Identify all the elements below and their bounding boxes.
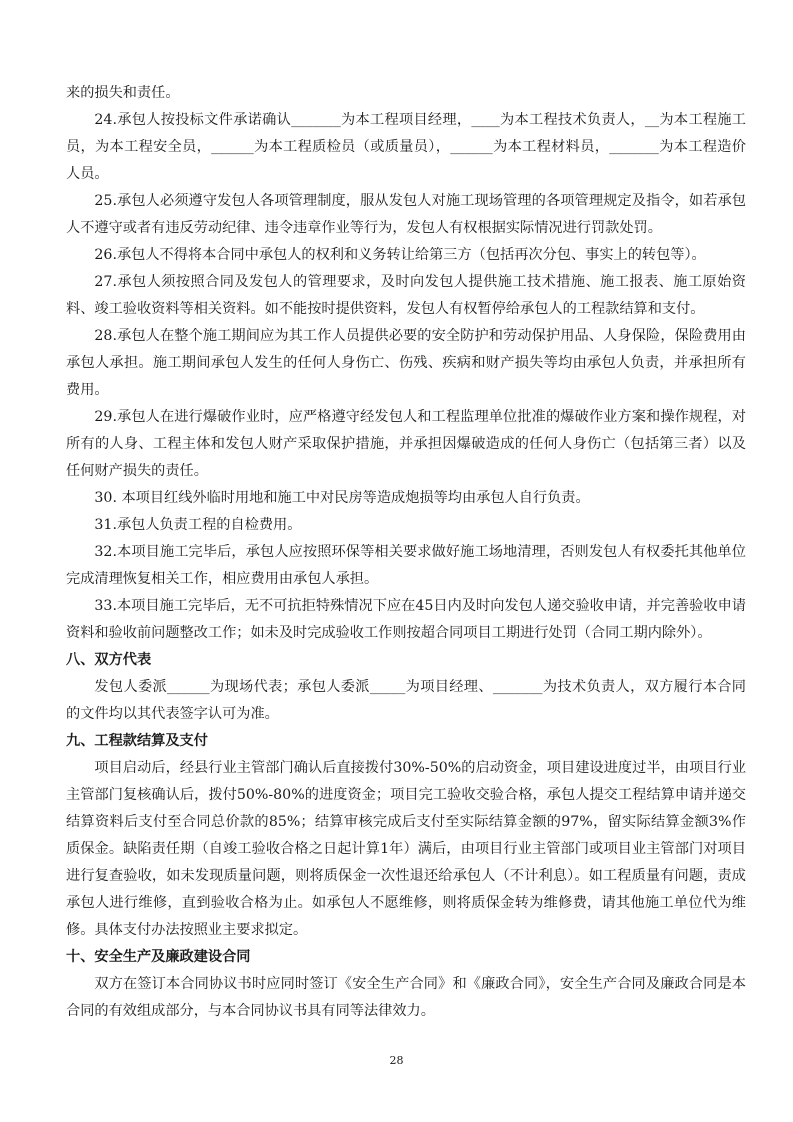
representatives-paragraph: 发包人委派______为现场代表；承包人委派_____为项目经理、_______为技术负责人，双方履行本合同的文件均以其代表签字认可为准。 [66, 679, 746, 722]
paragraph-continuation: 来的损失和责任。 [66, 85, 180, 101]
clause-25: 25.承包人必须遵守发包人各项管理制度，服从发包人对施工现场管理的各项管理规定及指令，如若承包人不遵守或者有违反劳动纪律、违令违章作业等行为，发包人有权根据实际情况进行罚款处罚。 [66, 193, 746, 236]
clause-29: 29.承包人在进行爆破作业时，应严格遵守经发包人和工程监理单位批准的爆破作业方案和操作规程，对所有的人身、工程主体和发包人财产采取保护措施，并承担因爆破造成的任何人身伤亡（包括第三者）以及任何财产损失的责任。 [66, 409, 746, 479]
clause-30: 30. 本项目红线外临时用地和施工中对民房等造成炮损等均由承包人自行负责。 [94, 490, 590, 506]
page-number: 28 [389, 1054, 404, 1067]
clause-26: 26.承包人不得将本合同中承包人的权利和义务转让给第三方（包括再次分包、事实上的转包等）。 [94, 247, 706, 263]
clause-24: 24.承包人按投标文件承诺确认_______为本工程项目经理，____为本工程技术负责人，__为本工程施工员，为本工程安全员，______为本工程质检员（或质量员），______为本工程材料员，_______为本工程造价人员。 [66, 112, 746, 182]
clause-32: 32.本项目施工完毕后，承包人应按照环保等相关要求做好施工场地清理，否则发包人有权委托其他单位完成清理恢复相关工作，相应费用由承包人承担。 [66, 544, 746, 587]
section-heading-representatives: 八、双方代表 [66, 652, 152, 668]
document-body [66, 80, 746, 1025]
payment-paragraph: 项目启动后，经县行业主管部门确认后直接拨付30%-50%的启动资金，项目建设进度过半，由项目行业主管部门复核确认后，拨付50%-80%的进度资金；项目完工验收交验合格，承包人提交工程结算申请并递交结算资料后支付至合同总价款的85%；结算审核完成后支付至实际结算金额的97%，留实际结算金额3%作质保金。缺陷责任期（自竣工验收合格之日起计算1年）满后，由项目行业主管部门或项目业主管部门对项目进行复查验收，如未发现质量问题，则将质保金一次性退还给承包人（不计利息）。如工程质量有问题，责成承包人进行维修，直到验收合格为止。如承包人不愿维修，则将质保金转为维修费，请其他施工单位代为维修。具体支付办法按照业主要求拟定。 [66, 760, 746, 938]
clause-31: 31.承包人负责工程的自检费用。 [94, 517, 302, 533]
section-heading-payment: 九、工程款结算及支付 [66, 733, 208, 749]
clause-33: 33.本项目施工完毕后，无不可抗拒特殊情况下应在45日内及时向发包人递交验收申请，并完善验收申请资料和验收前问题整改工作；如未及时完成验收工作则按超合同项目工期进行处罚（合同工期内除外）。 [66, 598, 746, 641]
clause-27: 27.承包人须按照合同及发包人的管理要求，及时向发包人提供施工技术措施、施工报表、施工原始资料、竣工验收资料等相关资料。如不能按时提供资料，发包人有权暂停给承包人的工程款结算和支付。 [66, 274, 746, 317]
safety-paragraph: 双方在签订本合同协议书时应同时签订《安全生产合同》和《廉政合同》，安全生产合同及廉政合同是本合同的有效组成部分，与本合同协议书具有同等法律效力。 [66, 976, 746, 1019]
clause-28: 28.承包人在整个施工期间应为其工作人员提供必要的安全防护和劳动保护用品、人身保险，保险费用由承包人承担。施工期间承包人发生的任何人身伤亡、伤残、疾病和财产损失等均由承包人负责，并承担所有费用。 [66, 328, 746, 398]
section-heading-safety: 十、安全生产及廉政建设合同 [66, 949, 251, 965]
